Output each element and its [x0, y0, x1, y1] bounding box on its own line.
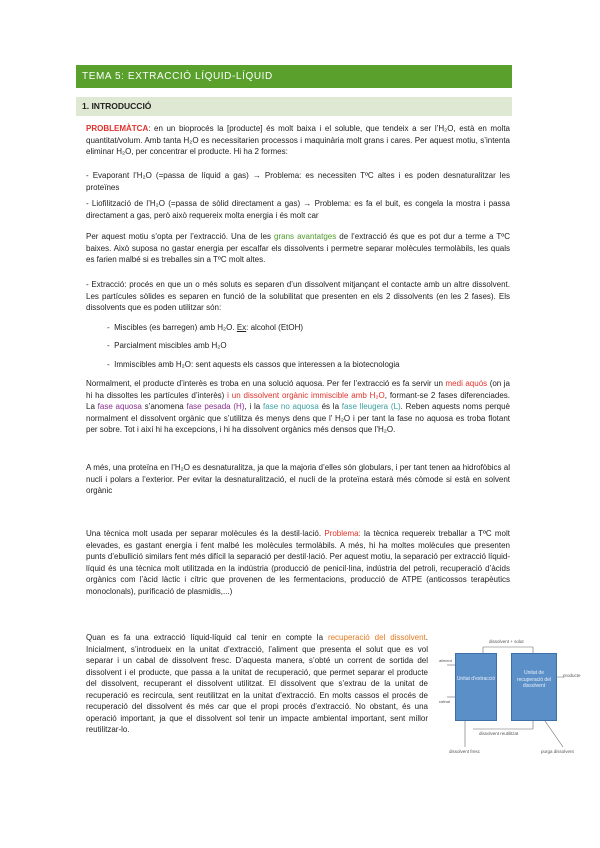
paragraph-problematica	[86, 123, 510, 158]
bullet-dash: -	[107, 341, 115, 350]
bottom-right-label: purga dissolvent	[541, 749, 574, 754]
top-label: dissolvent + solut	[489, 639, 524, 644]
bullet-1-text: Miscibles (es barregen) amb H₂O.	[114, 323, 237, 332]
bottom-label: dissolvent reutilitzat	[479, 731, 519, 736]
problema-highlight: Problema:	[324, 529, 361, 538]
purge-arrow	[545, 721, 563, 747]
p4-text-a: Per aquest motiu s’opta per l’extracció. Una de les	[86, 232, 275, 241]
bullet-parcialment	[107, 340, 507, 352]
bullet-3-text: Immiscibles amb H₂O: sent aquests els cassos que interessen a la biotecnologia	[114, 360, 400, 369]
bullet-1-ex: Ex	[236, 323, 247, 332]
paragraph-proteina: A més, una proteïna en l’H₂O es desnaturalitza, ja que la majoria d’elles són globulars, i per tant tenen aa hidrofòbics al nucli i polars a l’exterior. Per evitar la desnaturalització, el nucli de la proteïna estarà més còmode si està en solvent orgànic	[86, 463, 510, 495]
extraction-unit-box: Unitat d’extracció	[455, 653, 497, 721]
avantatges-highlight: grans avantatges	[274, 232, 337, 241]
paragraph-evaporacio: - Evaporant l’H₂O (=passa de líquid a gas) → Problema: es necessiten TºC altes i es poden desnaturalitzar les proteïnes	[86, 171, 510, 192]
problematica-label: PROBLEMÀTCA	[86, 124, 149, 133]
medi-aquos-highlight: medi aquós	[445, 379, 488, 388]
fase-pesada-highlight: fase pesada	[186, 402, 231, 411]
p6-b: (on ja hi ha dissoltes les partícules d’interès)	[86, 379, 511, 400]
recuperacio-highlight: recuperació del dissolvent	[327, 633, 426, 642]
chapter-title: TEMA 5: EXTRACCIÓ LÍQUID-LÍQUID	[76, 65, 512, 88]
p9-b: . Inicialment, s’introdueix en la unitat d’extracció, l’aliment que presenta el solut que es vol separar i un cabal de dissolvent fresc. D’aquesta manera, s’obté un corrent de sortida del dissolvent i el producte, que passa a la unitat de recuperació, que permet separar el producte del dissolvent, recuperant el dissolvent utilitzat. El dissolvent que s’extrau de la unitat de recuperació es recircula, sent reutilitzat en la unitat d’extracció. En molts cassos el procés de recuperació del dissolvent és més car que el propi procés d’extracció. No obstant, és una operació important, ja que el dissolvent sol tenir un impacte ambiental important, sent millor reutilitzar-lo.	[86, 633, 429, 734]
recovery-unit-box: Unitat de recuperació del dissolvent	[511, 653, 557, 721]
problematica-text: : en un bioprocés la [producte] és molt baixa i el soluble, que tendeix a ser l’H₂O, està en molta quantitat/volum. Amb tanta H₂O es necessitarien processos i maquinària molt grans i cares. Per aquest motiu, s’intenta eliminar H₂O, per concentrar el producte. Hi ha 2 formes:	[86, 124, 510, 156]
dissolvent-organic-highlight: i un dissolvent orgànic immiscible amb H₂O	[227, 390, 385, 400]
paragraph-fases	[86, 378, 510, 436]
bullet-miscibles	[107, 322, 507, 334]
paragraph-destillacio	[86, 528, 510, 597]
p6-e: , i la	[244, 402, 264, 411]
fase-aquosa-highlight: fase aquosa	[97, 402, 142, 411]
right-label: producte	[563, 673, 581, 678]
bottom-left-label: dissolvent fresc	[449, 749, 481, 754]
p6-d: s’anomena	[141, 402, 187, 411]
bullet-immiscibles	[107, 359, 507, 371]
p6-c: , formant-se 2 fases diferenciades. La	[86, 390, 510, 411]
paragraph-recuperacio	[86, 632, 428, 736]
left-in-label: aliment	[439, 658, 452, 663]
paragraph-extraccio-avantatges	[86, 231, 510, 266]
p4-text-b: de l’extracció és que es pot dur a terme a TºC baixes. Això suposa no gastar energia per escalfar els dissolvents i permetre separar molècules termolàbils, les quals es farien malbé si es treballes sin a TºC molt altes.	[86, 232, 511, 264]
paragraph-definicio-extraccio: - Extracció: procés en que un o més soluts es separen d’un dissolvent mitjançant el contacte amb un altre dissolvent. Les partícules sòlides es separen en funció de la solubilitat que presenten en els 2 dissolvents (en les 2 fases). Els dissolvents que es poden utilitzar són:	[86, 280, 510, 312]
p8-a: Una tècnica molt usada per separar molècules és la destil·lació.	[86, 529, 325, 538]
fase-lleugera-highlight: fase lleugera (L)	[341, 402, 401, 411]
p9-a: Quan es fa una extracció líquid-líquid cal tenir en compte la	[86, 633, 328, 642]
p6-f: és la	[318, 402, 342, 411]
p6-a: Normalment, el producte d’interès es troba en una solució aquosa. Per fer l’extracció es fa servir un	[86, 379, 446, 388]
left-out-label: rafinat	[439, 699, 451, 704]
paragraph-liofilitzacio: - Liofilització de l’H₂O (=passa de sòlid directament a gas) → Problema: es fa el buit, es congela la mostra i passa directament a gas, però això requereix molta energia i és molt car	[86, 199, 510, 220]
fase-no-aquosa-highlight: fase no aquosa	[263, 402, 319, 411]
extraction-diagram	[439, 637, 585, 762]
bullet-1-text-b: : alcohol (EtOH)	[246, 323, 304, 332]
section-heading: 1. INTRODUCCIÓ	[76, 97, 512, 116]
fase-pesada-h: (H)	[230, 402, 245, 411]
bullet-dash: -	[107, 360, 115, 369]
p6-g: . Reben aquests noms perquè normalment el dissolvent orgànic que s’utilitza és menys dens que l’ H₂O i per tant la fase no aquosa es troba flotant per sobre. Tot i així hi ha excepcions, i hi ha dissolvent orgànics més densos que l’H₂O.	[86, 402, 511, 434]
p8-b: la tècnica requereix treballar a TºC molt elevades, es gastant energia i fent malbé les molècules termolàbils. A més, hi ha moltes molècules que presenten punts d’ebullició similars fent més difícil la separació per destil·lació. Per aquest motiu, la separació per extracció líquid-líquid és una tècnica molt utilitzada en la indústria (producció de penicil·lina, indústria del petroli, recuperació d’àcids orgànics com l’àcid làctic i cítric que provenen de les fermentacions, producció de ATPE (anticossos terapèutics monoclonals), purificació de plasmidis,...)	[86, 529, 510, 596]
bullet-dash: -	[107, 323, 115, 332]
bullet-2-text: Parcialment miscibles amb H₂O	[114, 341, 227, 350]
